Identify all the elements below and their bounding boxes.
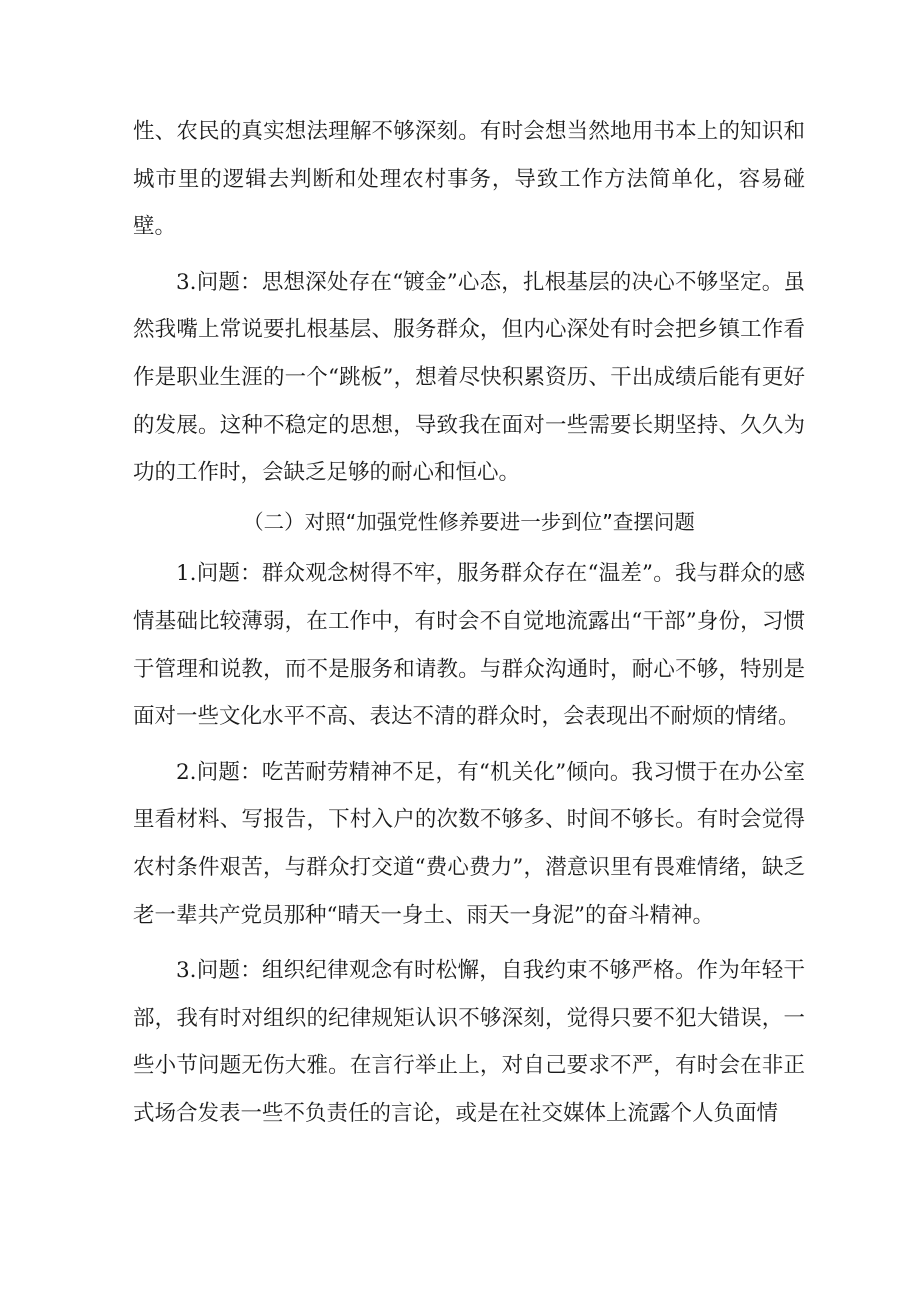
document-body [133,108,805,1137]
paragraph-section-issue-2: 2.问题：吃苦耐劳精神不足，有“机关化”倾向。我习惯于在办公室里看材料、写报告，下村入户的次数不够多、时间不够长。有时会觉得农村条件艰苦，与群众打交道“费心费力”，潜意识里有畏难情绪，缺乏老一辈共产党员那种“晴天一身土、雨天一身泥”的奋斗精神。 [133,759,805,928]
paragraph-continuation: 性、农民的真实想法理解不够深刻。有时会想当然地用书本上的知识和城市里的逻辑去判断和处理农村事务，导致工作方法简单化，容易碰壁。 [133,119,805,240]
paragraph-section-issue-3: 3.问题：组织纪律观念有时松懈，自我约束不够严格。作为年轻干部，我有时对组织的纪律规矩认识不够深刻，觉得只要不犯大错误，一些小节问题无伤大雅。在言行举止上，对自己要求不严，有时会在非正式场合发表一些不负责任的言论，或是在社交媒体上流露个人负面情 [133,958,805,1126]
paragraph-section-issue-1: 1.问题：群众观念树得不牢，服务群众存在“温差”。我与群众的感情基础比较薄弱，在工作中，有时会不自觉地流露出“干部”身份，习惯于管理和说教，而不是服务和请教。与群众沟通时，耐心不够，特别是面对一些文化水平不高、表达不清的群众时，会表现出不耐烦的情绪。 [133,561,805,730]
paragraph-issue-3: 3.问题：思想深处存在“镀金”心态，扎根基层的决心不够坚定。虽然我嘴上常说要扎根基层、服务群众，但内心深处有时会把乡镇工作看作是职业生涯的一个“跳板”，想着尽快积累资历、干出成绩后能有更好的发展。这种不稳定的思想，导致我在面对一些需要长期坚持、久久为功的工作时，会缺乏足够的耐心和恒心。 [133,269,805,486]
section-heading: （二）对照“加强党性修养要进一步到位”查摆问题 [243,509,695,534]
